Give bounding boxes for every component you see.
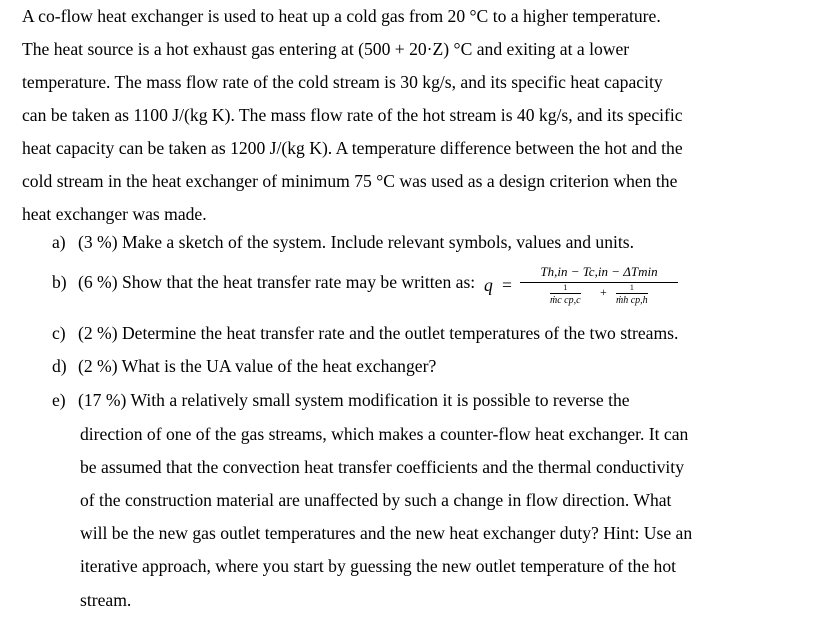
question-e-line: be assumed that the convection heat transfer coefficients and the thermal conductivity bbox=[80, 457, 684, 477]
question-d bbox=[52, 356, 436, 377]
intro-line: temperature. The mass flow rate of the cold stream is 30 kg/s, and its specific heat capacity bbox=[22, 72, 663, 92]
denominator-plus: + bbox=[600, 285, 607, 299]
intro-line: A co-flow heat exchanger is used to heat up a cold gas from 20 °C to a higher temperature. bbox=[22, 6, 661, 26]
mini-denominator: ṁh cp,h bbox=[616, 295, 648, 306]
question-e-line: direction of one of the gas streams, which makes a counter-flow heat exchanger. It can bbox=[80, 424, 689, 444]
mini-numerator: 1 bbox=[629, 283, 634, 292]
question-text: (17 %) With a relatively small system modification it is possible to reverse the bbox=[78, 390, 630, 410]
question-e-line: iterative approach, where you start by guessing the new outlet temperature of the hot bbox=[80, 556, 677, 576]
intro-line: cold stream in the heat exchanger of minimum 75 °C was used as a design criterion when the bbox=[22, 171, 678, 191]
question-marker: e) bbox=[52, 390, 66, 410]
formula-equals: = bbox=[502, 275, 512, 295]
formula-lhs: q bbox=[484, 275, 493, 295]
intro-line: The heat source is a hot exhaust gas entering at (500 + 20·Z) °C and exiting at a lower bbox=[22, 39, 630, 59]
fraction-bar bbox=[520, 282, 678, 283]
intro-line: can be taken as 1100 J/(kg K). The mass flow rate of the hot stream is 40 kg/s, and its specific bbox=[22, 105, 683, 125]
question-e-line: stream. bbox=[80, 590, 132, 610]
question-b bbox=[52, 272, 475, 293]
question-e bbox=[52, 390, 630, 411]
question-e-line: will be the new gas outlet temperatures and the new heat exchanger duty? Hint: Use an bbox=[80, 523, 693, 543]
question-marker: c) bbox=[52, 323, 66, 343]
question-c bbox=[52, 323, 678, 344]
question-marker: d) bbox=[52, 356, 67, 376]
denominator-term-cold bbox=[550, 284, 581, 306]
question-e-line: of the construction material are unaffected by such a change in flow direction. What bbox=[80, 490, 672, 510]
mini-fraction-bar bbox=[550, 293, 581, 294]
intro-line: heat capacity can be taken as 1200 J/(kg K). A temperature difference between the hot and the bbox=[22, 138, 683, 158]
formula-fraction bbox=[520, 264, 678, 308]
question-marker: a) bbox=[52, 232, 66, 252]
mini-fraction-bar bbox=[616, 293, 648, 294]
mini-numerator: 1 bbox=[563, 283, 568, 292]
question-text: (2 %) What is the UA value of the heat exchanger? bbox=[78, 356, 437, 376]
intro-line: heat exchanger was made. bbox=[22, 204, 207, 224]
mini-denominator: ṁc cp,c bbox=[550, 295, 581, 306]
denominator-term-hot bbox=[616, 284, 648, 306]
question-text: (6 %) Show that the heat transfer rate may be written as: bbox=[78, 272, 476, 292]
question-text: (3 %) Make a sketch of the system. Include relevant symbols, values and units. bbox=[78, 232, 635, 252]
problem-intro bbox=[22, 0, 812, 231]
question-text: (2 %) Determine the heat transfer rate and the outlet temperatures of the two streams. bbox=[78, 323, 679, 343]
question-marker: b) bbox=[52, 272, 67, 292]
formula-numerator: Th,in − Tc,in − ΔTmin bbox=[540, 264, 658, 279]
question-a bbox=[52, 232, 634, 253]
